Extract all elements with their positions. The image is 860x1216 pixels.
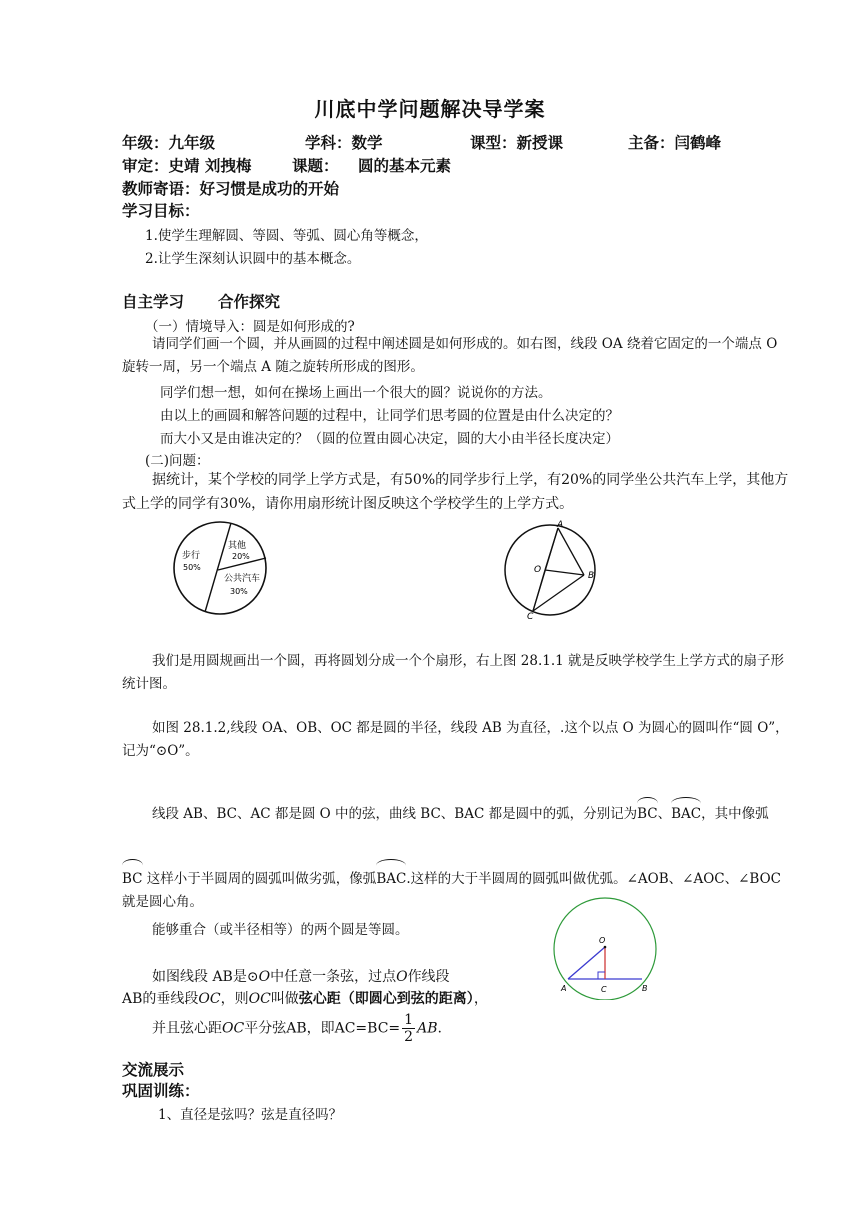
chord-ab — [558, 528, 584, 575]
pie-chart-figure — [170, 518, 270, 618]
goals-heading: 学习目标： — [122, 202, 200, 220]
point-o-label: O — [599, 936, 606, 945]
point-a-label: A — [557, 520, 564, 530]
circle-chords-figure — [500, 518, 605, 620]
paragraph-chord-distance-1: 如图线段 AB是⊙O中任意一条弦，过点O作线段 — [152, 969, 450, 985]
topic-label: 课题： — [292, 157, 339, 175]
chord-distance-term: 弦心距（即圆心到弦的距离） — [298, 991, 474, 1007]
radius-oc — [533, 570, 545, 611]
subheading-situation: （一）情境导入：圆是如何形成的? — [145, 319, 355, 335]
lesson-type-label: 课型：新授课 — [470, 134, 564, 152]
subject-label: 学科：数学 — [305, 134, 383, 152]
pie-label-other: 其他 — [228, 541, 247, 551]
subheading-problem: (二)问题： — [145, 453, 210, 469]
segment-oc-italic: OC — [198, 991, 221, 1007]
point-a-label: A — [561, 984, 567, 993]
radius-oa — [568, 947, 605, 979]
arc-bac-notation: BAC — [376, 868, 406, 891]
right-angle-mark — [598, 972, 605, 979]
point-o-italic: O — [396, 969, 408, 985]
section-heading-self-study: 自主学习 — [122, 293, 185, 311]
paragraph-chord-distance-3: 并且弦心距OC平分弦AB，即AC=BC= $\frac{1}{2}$ AB. — [152, 1012, 442, 1045]
paragraph-statistics: 据统计，某个学校的同学上学方式是，有50%的同学步行上学，有20%的同学坐公共汽车上学，其他方式上学的同学有30%，请你用扇形统计图反映这个学校学生的上学方式。 — [122, 472, 789, 512]
segment-ab-italic: AB — [417, 1020, 438, 1037]
point-c-label: C — [601, 985, 607, 994]
chord-arc-tail: ，其中像弧 — [701, 806, 769, 822]
paragraph-size: 而大小又是由谁决定的？（圆的位置由圆心决定，圆的大小由半径长度决定） — [160, 431, 619, 447]
author-label: 主备：闫鹤峰 — [628, 134, 722, 152]
paragraph-equal-circles: 能够重合（或半径相等）的两个圆是等圆。 — [152, 922, 409, 938]
arc-bac-notation: BAC — [671, 806, 702, 822]
reviewer-label: 审定：史靖 刘拽梅 — [122, 157, 252, 175]
chord-distance-figure — [550, 895, 660, 1000]
paragraph-pie-description: 我们是用圆规画出一个圆，再将圆划分成一个个扇形，右上图 28.1.1 就是反映学校学生上学方式的扇子形统计图。 — [122, 653, 785, 692]
section-heading-practice: 巩固训练： — [122, 1082, 200, 1100]
arc-bc-notation: BC — [637, 806, 658, 822]
topic-value: 圆的基本元素 — [358, 157, 452, 175]
pie-label-bus: 公共汽车 — [224, 574, 261, 584]
pie-label-walk: 步行 — [182, 551, 201, 561]
point-b-label: B — [642, 984, 648, 993]
separator: 、 — [657, 806, 672, 822]
page-title: 川底中学问题解决导学案 — [314, 97, 546, 121]
segment-oc-italic: OC — [248, 991, 271, 1007]
goal-item: 2.让学生深刻认识圆中的基本概念。 — [145, 251, 361, 267]
teacher-motto: 教师寄语：好习惯是成功的开始 — [122, 180, 340, 198]
practice-question: 1、直径是弦吗？弦是直径吗？ — [158, 1107, 343, 1123]
center-point — [604, 946, 607, 949]
chord-arc-text: 线段 AB、BC、AC 都是圆 O 中的弦，曲线 BC、BAC 都是圆中的弧，分别记为 — [152, 806, 638, 822]
point-o-italic: O — [258, 969, 271, 985]
paragraph-circle-formation: 请同学们画一个圆，并从画圆的过程中阐述圆是如何形成的。如右图，线段 OA 绕着它固定的一个端点 O 旋转一周，另一个端点 A 随之旋转所形成的图形。 — [122, 336, 778, 375]
pie-value-other: 20% — [232, 552, 250, 561]
paragraph-radius-definition: 如图 28.1.2,线段 OA、OB、OC 都是圆的半径，线段 AB 为直径，.这个以点 O 为圆心的圆叫作“圆 O”，记为“⊙O”。 — [122, 720, 789, 759]
minor-arc-text: 这样小于半圆周的圆弧叫做劣弧，像弧 — [142, 871, 377, 887]
radius-oa — [545, 528, 558, 570]
section-heading-exchange: 交流展示 — [122, 1061, 185, 1079]
goal-item: 1.使学生理解圆、等圆、等弧、圆心角等概念， — [145, 228, 428, 244]
segment-oc-italic: OC — [222, 1020, 245, 1037]
point-b-label: B — [588, 571, 595, 581]
paragraph-minor-major-arc — [122, 868, 790, 914]
section-heading-cooperate: 合作探究 — [218, 293, 281, 311]
grade-label: 年级：九年级 — [122, 134, 216, 152]
paragraph-chord-arc — [152, 802, 769, 822]
fraction-one-half: $\frac{1}{2}$ — [404, 1012, 414, 1045]
paragraph-position: 由以上的画圆和解答问题的过程中，让同学们思考圆的位置是由什么决定的？ — [160, 408, 619, 424]
pie-value-walk: 50% — [183, 563, 201, 572]
major-arc-text: .这样的大于半圆周的圆弧叫做优弧。∠AOB、∠AOC、∠BOC 就是圆心角。 — [122, 871, 781, 910]
pie-value-bus: 30% — [230, 587, 248, 596]
paragraph-playground: 同学们想一想，如何在操场上画出一个很大的圆？说说你的方法。 — [160, 385, 552, 401]
paragraph-chord-distance-2: AB的垂线段OC，则OC叫做弦心距（即圆心到弦的距离）， — [122, 991, 488, 1007]
point-c-label: C — [527, 612, 534, 620]
point-o-label: O — [534, 565, 542, 575]
arc-bc-notation: BC — [122, 868, 143, 891]
radius-ob — [545, 570, 584, 575]
